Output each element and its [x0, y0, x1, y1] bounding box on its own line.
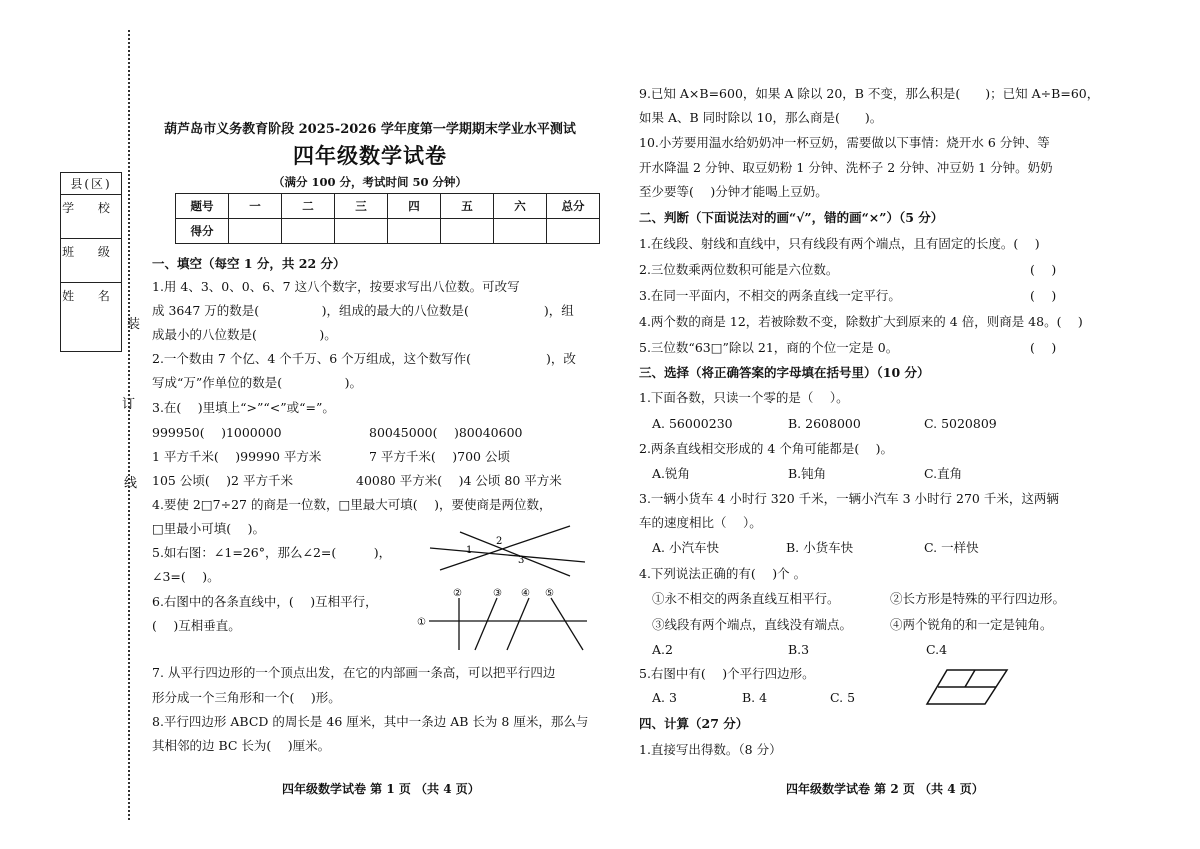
- choice-option[interactable]: B.钝角: [788, 466, 827, 481]
- score-header-cell: 一: [229, 194, 282, 219]
- score-cell[interactable]: [229, 219, 282, 244]
- exam-subtitle: （满分 100 分，考试时间 50 分钟）: [272, 175, 468, 189]
- question-text: ( )互相垂直。: [152, 618, 241, 633]
- section-4-heading: 四、计算（27 分）: [639, 716, 749, 731]
- score-cell[interactable]: [335, 219, 388, 244]
- score-header-cell: 五: [441, 194, 494, 219]
- choice-option[interactable]: A.2: [652, 642, 673, 657]
- question-text: 10.小芳要用温水给奶奶冲一杯豆奶，需要做以下事情：烧开水 6 分钟、等: [639, 135, 1050, 150]
- choice-question: 4.下列说法正确的有( )个 。: [639, 566, 807, 581]
- score-cell[interactable]: [441, 219, 494, 244]
- compare-item: 40080 平方米( )4 公顷 80 平方米: [356, 473, 562, 488]
- angle-label-2: 2: [496, 536, 503, 547]
- choice-option[interactable]: C. 5020809: [924, 416, 997, 431]
- score-row-label: 得分: [176, 219, 229, 244]
- parallelogram-divider: [965, 670, 975, 687]
- question-text: 其相邻的边 BC 长为( )厘米。: [152, 738, 331, 753]
- score-header-cell: 四: [388, 194, 441, 219]
- page-1-footer: 四年级数学试卷 第 1 页 （共 4 页）: [282, 782, 480, 796]
- question-text: 7. 从平行四边形的一个顶点出发，在它的内部画一条高，可以把平行四边: [152, 665, 556, 680]
- question-text: 开水降温 2 分钟、取豆奶粉 1 分钟、洗杯子 2 分钟、冲豆奶 1 分钟。奶奶: [639, 160, 1053, 175]
- score-header-cell: 二: [282, 194, 335, 219]
- compare-item: 999950( )1000000: [152, 425, 282, 440]
- student-info-box: [60, 172, 122, 352]
- statement: ②长方形是特殊的平行四边形。: [890, 591, 1066, 606]
- score-header-cell: 总分: [547, 194, 600, 219]
- binding-label-xian: 线: [124, 476, 138, 491]
- score-cell[interactable]: [547, 219, 600, 244]
- choice-option[interactable]: A. 小汽车快: [652, 540, 719, 555]
- judge-item: 3.在同一平面内，不相交的两条直线一定平行。: [639, 288, 901, 303]
- choice-option[interactable]: A.锐角: [652, 466, 691, 481]
- choice-option[interactable]: C.4: [926, 642, 948, 657]
- choice-option[interactable]: B.3: [788, 642, 810, 657]
- section-3-heading: 三、选择（将正确答案的字母填在括号里）（10 分）: [639, 365, 930, 380]
- score-header-cell: 题号: [176, 194, 229, 219]
- question-text: 4.要使 2□7÷27 的商是一位数，□里最大可填( )，要使商是两位数，: [152, 497, 552, 512]
- score-cell[interactable]: [388, 219, 441, 244]
- choice-question: 2.两条直线相交形成的 4 个角可能都是( )。: [639, 441, 894, 456]
- score-cell[interactable]: [494, 219, 547, 244]
- horizontal-line: [430, 548, 585, 562]
- question-text: 6.右图中的各条直线中，( )互相平行，: [152, 594, 378, 609]
- choice-question: 3.一辆小货车 4 小时行 320 千米，一辆小汽车 3 小时行 270 千米，这两辆: [639, 491, 1059, 506]
- line-4: [507, 598, 529, 650]
- lines-figure: [415, 588, 590, 653]
- page-title: 四年级数学试卷: [293, 143, 447, 168]
- binding-line: [128, 30, 130, 820]
- judge-item: 2.三位数乘两位数积可能是六位数。: [639, 262, 839, 277]
- question-text: 如果 A、B 同时除以 10，那么商是( )。: [639, 110, 883, 125]
- angle-figure: [420, 520, 590, 580]
- line-label-2: ②: [453, 588, 462, 599]
- binding-label-ding: 订: [122, 397, 136, 412]
- question-text: 形分成一个三角形和一个( )形。: [152, 690, 341, 705]
- judge-item: 1.在线段、射线和直线中，只有线段有两个端点，且有固定的长度。( ): [639, 236, 1040, 251]
- line-3: [475, 598, 497, 650]
- question-text: 1.直接写出得数。（8 分）: [639, 742, 782, 757]
- question-text: 1.用 4、3、0、0、6、7 这八个数字，按要求写出八位数。可改写: [152, 279, 520, 294]
- question-text: 2.一个数由 7 个亿、4 个千万、6 个万组成，这个数写作( )，改: [152, 351, 576, 366]
- choice-option[interactable]: A. 56000230: [652, 416, 733, 431]
- choice-option[interactable]: B. 小货车快: [786, 540, 854, 555]
- choice-option[interactable]: C.直角: [924, 466, 963, 481]
- score-cell[interactable]: [282, 219, 335, 244]
- question-text: 8.平行四边形 ABCD 的周长是 46 厘米，其中一条边 AB 长为 8 厘米，那么与: [152, 714, 589, 729]
- page-2-footer: 四年级数学试卷 第 2 页 （共 4 页）: [786, 782, 984, 796]
- statement: ④两个锐角的和一定是钝角。: [890, 617, 1053, 632]
- section-1-heading: 一、填空（每空 1 分，共 22 分）: [152, 256, 346, 271]
- section-2-heading: 二、判断（下面说法对的画“√”，错的画“×”）（5 分）: [639, 210, 944, 225]
- score-header-cell: 六: [494, 194, 547, 219]
- statement: ③线段有两个端点，直线没有端点。: [652, 617, 853, 632]
- info-county: 县(区): [61, 173, 121, 195]
- info-class[interactable]: 班 级: [61, 239, 121, 283]
- choice-question: 5.右图中有( )个平行四边形。: [639, 666, 815, 681]
- compare-item: 80045000( )80040600: [369, 425, 523, 440]
- question-text: 至少要等( )分钟才能喝上豆奶。: [639, 184, 828, 199]
- question-text: 9.已知 A×B=600，如果 A 除以 20，B 不变，那么积是( )；已知 A÷B=60，: [639, 86, 1100, 101]
- answer-paren[interactable]: ( ): [1030, 288, 1057, 303]
- choice-question: 1.下面各数，只读一个零的是（ ）。: [639, 390, 849, 405]
- choice-option[interactable]: B. 4: [742, 690, 768, 705]
- binding-label-zhuang: 装: [127, 317, 141, 332]
- question-text: 3.在( )里填上“>”“<”或“=”。: [152, 400, 335, 415]
- question-text: 写成“万”作单位的数是( )。: [152, 375, 363, 390]
- line-label-5: ⑤: [545, 588, 554, 599]
- judge-item: 5.三位数“63□”除以 21，商的个位一定是 0。: [639, 340, 899, 355]
- compare-item: 7 平方千米( )700 公顷: [369, 449, 510, 464]
- line-label-1: ①: [417, 617, 426, 628]
- compare-item: 1 平方千米( )99990 平方米: [152, 449, 322, 464]
- choice-option[interactable]: A. 3: [652, 690, 677, 705]
- exam-name: 葫芦岛市义务教育阶段 2025-2026 学年度第一学期期末学业水平测试: [164, 122, 576, 137]
- choice-option[interactable]: C. 一样快: [924, 540, 979, 555]
- answer-paren[interactable]: ( ): [1030, 340, 1057, 355]
- info-name[interactable]: 姓 名: [62, 289, 120, 303]
- slanted-line-b: [460, 532, 570, 576]
- score-header-cell: 三: [335, 194, 388, 219]
- choice-option[interactable]: B. 2608000: [788, 416, 861, 431]
- line-5: [551, 598, 583, 650]
- statement: ①永不相交的两条直线互相平行。: [652, 591, 840, 606]
- compare-item: 105 公顷( )2 平方千米: [152, 473, 293, 488]
- info-school[interactable]: 学 校: [61, 195, 121, 239]
- score-table: [175, 193, 600, 244]
- question-text: 5.如右图：∠1=26°，那么∠2=( )，: [152, 545, 392, 560]
- question-text: □里最小可填( )。: [152, 521, 266, 536]
- judge-item: 4.两个数的商是 12，若被除数不变，除数扩大到原来的 4 倍，则商是 48。( ): [639, 314, 1083, 329]
- parallelogram-figure: [925, 668, 1010, 708]
- question-text: 成最小的八位数是( )。: [152, 327, 337, 342]
- line-label-4: ④: [521, 588, 530, 599]
- angle-label-3: 3: [518, 555, 525, 566]
- choice-option[interactable]: C. 5: [830, 690, 856, 705]
- line-label-3: ③: [493, 588, 502, 599]
- choice-question: 车的速度相比（ ）。: [639, 515, 762, 530]
- answer-paren[interactable]: ( ): [1030, 262, 1057, 277]
- slanted-line-a: [440, 526, 570, 570]
- question-text: 成 3647 万的数是( )，组成的最大的八位数是( )，组: [152, 303, 574, 318]
- angle-label-1: 1: [466, 545, 473, 556]
- question-text: ∠3=( )。: [152, 569, 220, 584]
